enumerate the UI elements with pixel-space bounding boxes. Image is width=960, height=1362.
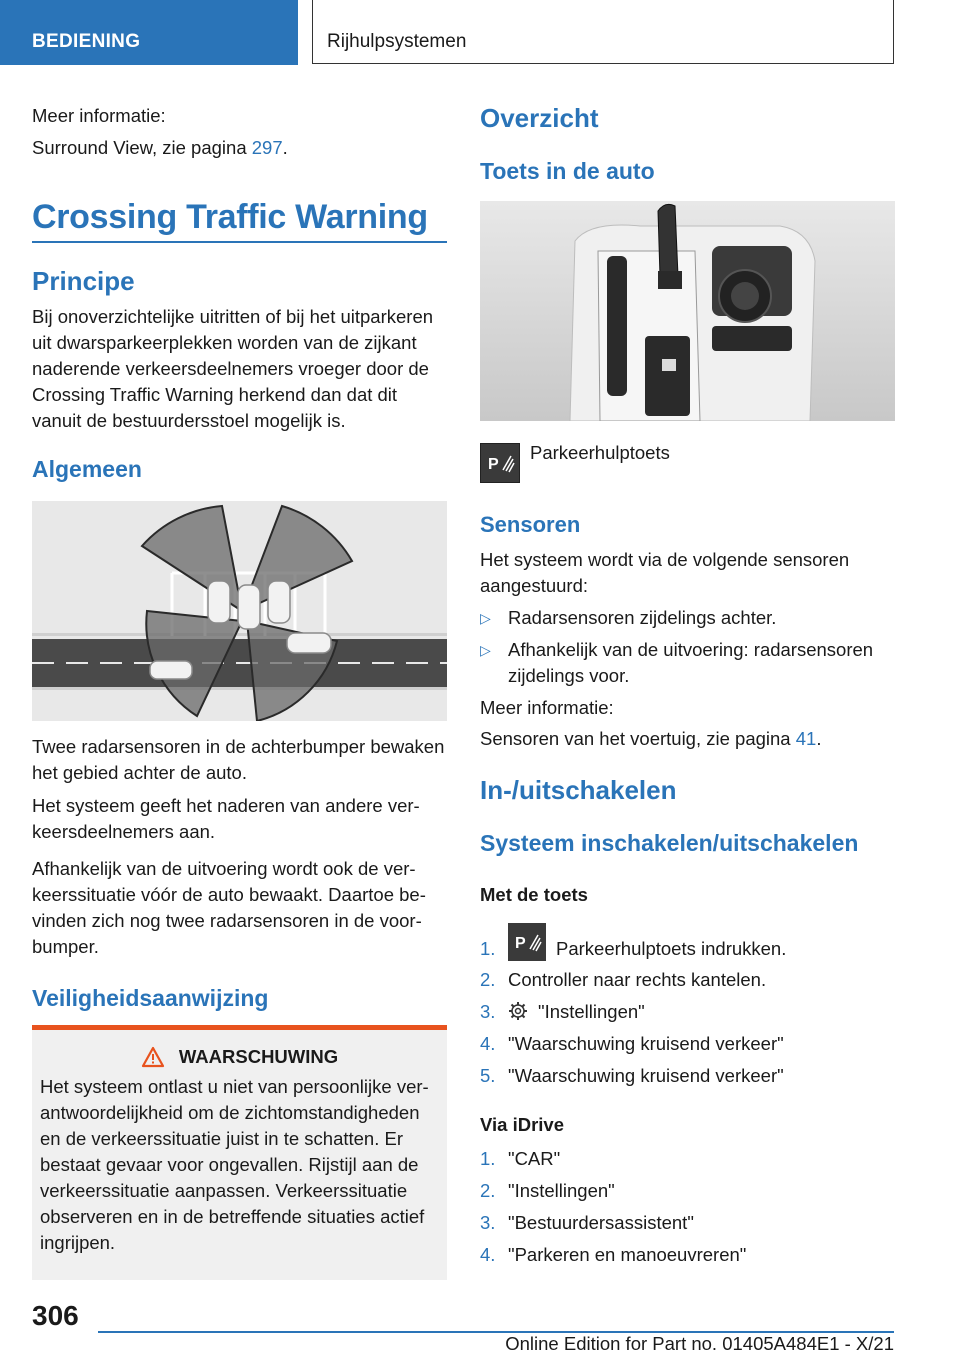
more-info-label: Meer informatie: (480, 697, 614, 718)
page-number: 306 (32, 1300, 79, 1331)
bullet-triangle-icon: ▷ (480, 642, 491, 658)
page-link-41[interactable]: 41 (795, 728, 817, 749)
heading-algemeen: Algemeen (32, 456, 142, 482)
list-item: 5. "Waarschuwing kruisend verkeer" (480, 1065, 784, 1086)
heading-principe: Principe (32, 266, 135, 296)
bullet-triangle-icon: ▷ (480, 610, 491, 626)
list-item: 3. "Instellingen" (480, 999, 895, 1028)
list-item: ▷ Afhankelijk van de uitvoering: radarsensoren zijdelings voor. (480, 639, 874, 686)
title-underline (32, 241, 447, 243)
heading-systeem-inschakelen: Systeem inschakelen/uitschakelen (480, 830, 859, 856)
list-item: 4. "Parkeren en manoeuvreren" (480, 1244, 747, 1265)
heading-overzicht: Overzicht (480, 103, 599, 133)
algemeen-paragraph-3: Afhankelijk van de uitvoering wordt ook de verkeerssituatie vóór de auto bewaakt. Daartoe bevinden zich nog twee radarsensoren in de voorbumper. (32, 858, 426, 957)
algemeen-paragraph-2: Het systeem geeft het naderen van andere verkeersdeelnemers aan. (32, 795, 420, 842)
list-item: 1. P Parkeerhulptoets indrukken. (480, 936, 895, 962)
heading-veiligheidsaanwijzing: Veiligheidsaanwijzing (32, 985, 269, 1011)
sensor-reference: Sensoren van het voertuig, zie pagina 41. (480, 728, 822, 749)
warning-title: WAARSCHUWING (40, 1046, 439, 1068)
heading-in-uitschakelen: In-/uitschakelen (480, 775, 677, 805)
list-item: 4. "Waarschuwing kruisend verkeer" (480, 1033, 784, 1054)
svg-text:P: P (515, 935, 526, 952)
chapter-tab: Rijhulpsystemen (312, 0, 894, 64)
parking-assist-button-icon (480, 443, 520, 483)
list-item: 3. "Bestuurdersassistent" (480, 1212, 694, 1233)
section-tab: BEDIENING (0, 0, 298, 65)
center-console-photo (480, 201, 895, 421)
heading-sensoren: Sensoren (480, 512, 581, 537)
principe-text: Bij onoverzichtelijke uitritten of bij het uitparkeren uit dwarsparkeerplekken worden van de zijkant naderende verkeersdeelnemers vroeger door de Crossing Traffic Warning herkend dan dat dit vanuit de bestuurdersstoel mogelijk is. (32, 306, 434, 431)
page-link-297[interactable]: 297 (251, 137, 283, 158)
algemeen-paragraph-1: Twee radarsensoren in de achterbumper bewaken het gebied achter de auto. (32, 736, 445, 783)
list-item: 2. "Instellingen" (480, 1180, 615, 1201)
list-item: 2. Controller naar rechts kantelen. (480, 969, 767, 990)
heading-via-idrive: Via iDrive (480, 1114, 564, 1135)
sensoren-text: Het systeem wordt via de volgende sensoren aangestuurd: (480, 549, 850, 596)
heading-met-de-toets: Met de toets (480, 884, 588, 905)
warning-triangle-icon (141, 1046, 165, 1068)
heading-toets-in-de-auto: Toets in de auto (480, 158, 655, 184)
svg-text:P: P (488, 456, 499, 473)
parking-assist-button-icon (508, 923, 546, 961)
button-legend-label: Parkeerhulptoets (530, 442, 670, 463)
gear-icon (508, 1001, 528, 1028)
button-legend (480, 443, 895, 483)
more-info-label: Meer informatie: (32, 105, 166, 126)
list-item: 1. "CAR" (480, 1148, 561, 1169)
footer-edition: Online Edition for Part no. 01405A484E1 - X/21 (505, 1333, 894, 1354)
radar-coverage-illustration (32, 501, 447, 721)
page-title: Crossing Traffic Warning (32, 198, 428, 236)
warning-box (32, 1025, 447, 1280)
surround-view-reference: Surround View, zie pagina 297. (32, 137, 288, 158)
list-item: ▷ Radarsensoren zijdelings achter. (480, 605, 895, 631)
warning-text: Het systeem ontlast u niet van persoonlijke verantwoordelijkheid om de zichtomstandigheden en de verkeerssituatie juist in te schatten. Er bestaat gevaar voor ongevallen. Rijstijl aan de verkeerssituatie aanpassen. Verkeerssituatie observeren en in de betreffende situaties actief ingrijpen. (40, 1076, 429, 1253)
